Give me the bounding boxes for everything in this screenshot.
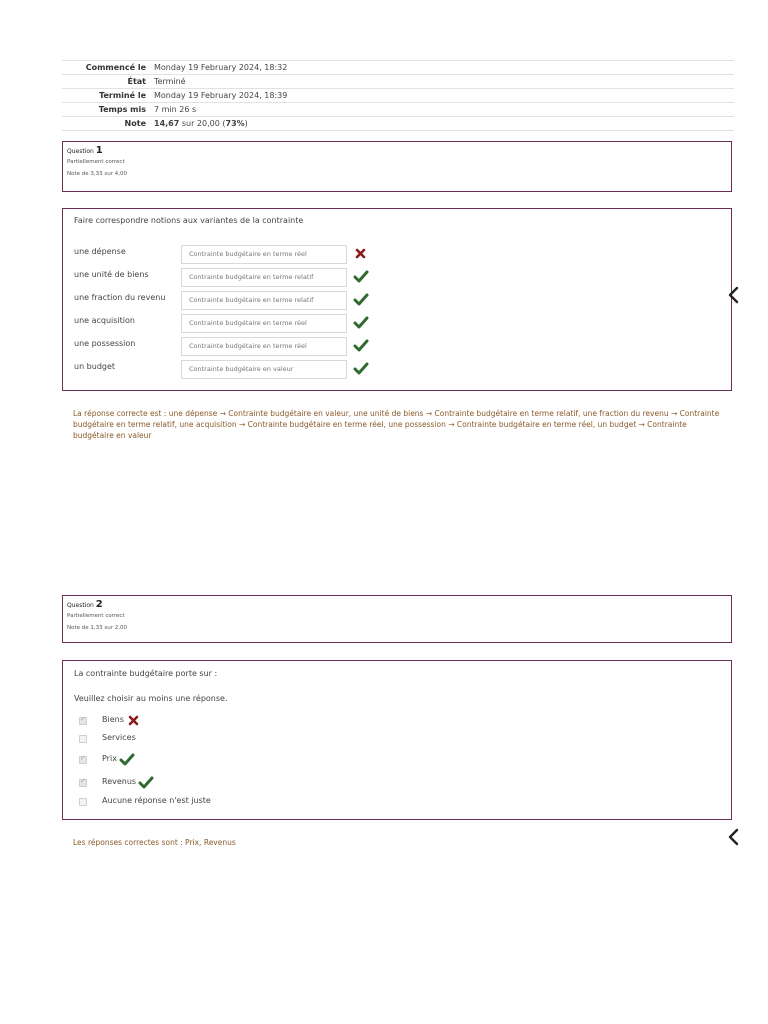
answer-checkbox[interactable]	[79, 717, 87, 725]
check-icon	[353, 269, 369, 285]
match-row	[74, 268, 374, 288]
check-icon	[138, 775, 154, 791]
answer-checkbox[interactable]	[79, 756, 87, 764]
chevron-left-icon	[724, 281, 744, 309]
summary-row-grade	[62, 117, 734, 131]
summary-value: Monday 19 February 2024, 18:32	[154, 63, 288, 72]
cross-icon	[126, 713, 142, 729]
summary-value: 7 min 26 s	[154, 105, 197, 114]
chevron-left-icon	[724, 823, 744, 851]
cross-icon	[353, 246, 369, 262]
question-grade: Note de 1,33 sur 2,00	[67, 625, 127, 631]
question-number	[67, 599, 727, 610]
summary-row-state	[62, 75, 734, 89]
answer-option[interactable]	[79, 733, 379, 749]
question-1-feedback: La réponse correcte est : une dépense → Contrainte budgétaire en valeur, une unité de biens → Contrainte budgétaire en terme relatif, une fraction du revenu → Contrainte budgétaire en terme relatif, une acquisition → Contrainte budgétaire en terme réel, une possession → Contrainte budgétaire en terme réel, un budget → Contrainte budgétaire en valeur	[73, 409, 720, 440]
match-select[interactable]: Contrainte budgétaire en terme réel	[181, 314, 347, 333]
match-row	[74, 360, 374, 380]
question-state: Partiellement correct	[67, 159, 125, 165]
question-label: Question	[67, 148, 94, 155]
match-label: une possession	[74, 339, 136, 348]
question-text: Faire correspondre notions aux variantes de la contrainte	[74, 216, 304, 225]
question-2-info	[62, 595, 732, 643]
question-1-info	[62, 141, 732, 192]
drawer-toggle-button[interactable]	[724, 823, 744, 851]
summary-value: Terminé	[154, 77, 186, 86]
summary-label: Terminé le	[99, 91, 146, 100]
match-label: un budget	[74, 362, 116, 371]
answer-option[interactable]	[79, 754, 379, 770]
check-icon-wrap	[353, 338, 369, 354]
match-select[interactable]: Contrainte budgétaire en terme relatif	[181, 291, 347, 310]
question-number-value: 1	[95, 145, 103, 156]
match-label: une acquisition	[74, 316, 135, 325]
summary-row-completed	[62, 89, 734, 103]
question-prompt: Veuillez choisir au moins une réponse.	[74, 694, 228, 703]
match-label: une fraction du revenu	[74, 293, 166, 302]
answer-label: Aucune réponse n'est juste	[102, 796, 211, 805]
question-number	[67, 145, 727, 156]
match-row	[74, 314, 374, 334]
check-icon	[353, 338, 369, 354]
match-label: une unité de biens	[74, 270, 149, 279]
question-1-formulation	[62, 208, 732, 391]
check-icon-wrap	[353, 361, 369, 377]
summary-label: Temps mis	[98, 105, 146, 114]
check-icon	[119, 752, 135, 768]
grade-percent: 73%	[225, 119, 245, 128]
answer-option[interactable]	[79, 715, 379, 731]
check-icon-wrap	[353, 269, 369, 285]
attempt-summary-table	[62, 60, 734, 131]
answer-checkbox[interactable]	[79, 798, 87, 806]
question-number-value: 2	[95, 599, 103, 610]
grade-out-of: sur 20,00 (	[179, 119, 226, 128]
check-icon	[353, 361, 369, 377]
question-2-formulation	[62, 660, 732, 820]
grade-score: 14,67	[154, 119, 180, 128]
question-grade: Note de 3,33 sur 4,00	[67, 171, 127, 177]
answer-label: Services	[102, 733, 136, 742]
question-label: Question	[67, 602, 94, 609]
summary-label: Note	[124, 119, 146, 128]
answer-option[interactable]	[79, 777, 379, 793]
match-select[interactable]: Contrainte budgétaire en terme réel	[181, 245, 347, 264]
check-icon	[353, 315, 369, 331]
match-row	[74, 337, 374, 357]
answer-checkbox[interactable]	[79, 779, 87, 787]
match-select[interactable]: Contrainte budgétaire en terme réel	[181, 337, 347, 356]
summary-label: État	[127, 77, 146, 86]
grade-close: )	[244, 119, 248, 128]
question-text: La contrainte budgétaire porte sur :	[74, 669, 218, 678]
check-icon-wrap	[119, 752, 135, 766]
check-icon-wrap	[138, 775, 154, 789]
check-icon-wrap	[353, 292, 369, 308]
check-icon	[353, 292, 369, 308]
cross-icon-wrap	[353, 246, 369, 262]
cross-icon-wrap	[126, 713, 142, 727]
answer-checkbox[interactable]	[79, 735, 87, 743]
match-row	[74, 291, 374, 311]
check-icon-wrap	[353, 315, 369, 331]
match-select[interactable]: Contrainte budgétaire en valeur	[181, 360, 347, 379]
match-row	[74, 245, 374, 265]
answer-option[interactable]	[79, 796, 379, 812]
summary-label: Commencé le	[85, 63, 146, 72]
answer-label: Revenus	[102, 777, 137, 786]
match-label: une dépense	[74, 247, 126, 256]
match-select[interactable]: Contrainte budgétaire en terme relatif	[181, 268, 347, 287]
answer-label: Biens	[102, 715, 124, 724]
summary-row-started	[62, 61, 734, 75]
summary-value	[150, 117, 734, 131]
summary-row-time	[62, 103, 734, 117]
question-state: Partiellement correct	[67, 613, 125, 619]
drawer-toggle-button[interactable]	[724, 281, 744, 309]
answer-label: Prix	[102, 754, 117, 763]
summary-value: Monday 19 February 2024, 18:39	[154, 91, 288, 100]
question-2-feedback: Les réponses correctes sont : Prix, Revenus	[73, 838, 236, 847]
